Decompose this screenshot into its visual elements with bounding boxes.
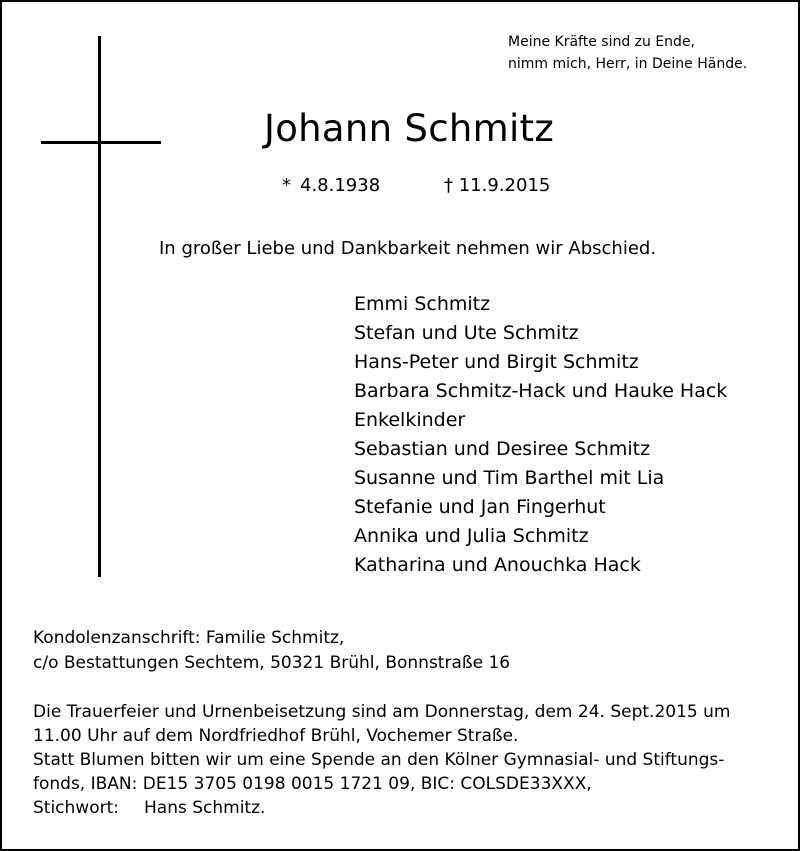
mourner-item: Sebastian und Desiree Schmitz	[354, 438, 651, 460]
cross-icon-horizontal-bar	[41, 141, 161, 144]
birth-star-icon: *	[282, 175, 291, 196]
mourner-item: Hans-Peter und Birgit Schmitz	[354, 351, 639, 373]
service-line-4: fonds, IBAN: DE15 3705 0198 0015 1721 09, BIC: COLSDE33XXX,	[33, 774, 592, 794]
death-date: 11.9.2015	[458, 175, 551, 196]
mourner-item: Enkelkinder	[354, 409, 466, 431]
keyword-label: Stichwort:	[33, 798, 119, 818]
service-line-3: Statt Blumen bitten wir um eine Spende an den Kölner Gymnasial- und Stiftungs-	[33, 750, 725, 770]
mourner-item: Susanne und Tim Barthel mit Lia	[354, 467, 665, 489]
death-dagger-icon: †	[444, 175, 453, 196]
verse-line-1: Meine Kräfte sind zu Ende,	[508, 34, 696, 50]
verse-quote	[508, 31, 788, 75]
service-line-1: Die Trauerfeier und Urnenbeisetzung sind am Donnerstag, dem 24. Sept.2015 um	[33, 702, 731, 722]
mourner-item: Stefan und Ute Schmitz	[354, 322, 579, 344]
address-line-2: c/o Bestattungen Sechtem, 50321 Brühl, Bonnstraße 16	[33, 653, 511, 673]
mourners-list	[354, 290, 727, 580]
verse-line-2: nimm mich, Herr, in Deine Hände.	[508, 56, 748, 72]
keyword-value: Hans Schmitz.	[144, 798, 266, 818]
farewell-intro: In großer Liebe und Dankbarkeit nehmen wir Abschied.	[159, 238, 657, 259]
mourner-item: Emmi Schmitz	[354, 293, 491, 315]
mourner-item: Stefanie und Jan Fingerhut	[354, 496, 606, 518]
cross-icon-vertical-bar	[98, 36, 101, 577]
mourner-item: Annika und Julia Schmitz	[354, 525, 589, 547]
service-information	[33, 700, 730, 820]
address-line-1: Kondolenzanschrift: Familie Schmitz,	[33, 628, 345, 648]
service-line-2: 11.00 Uhr auf dem Nordfriedhof Brühl, Vochemer Straße.	[33, 726, 519, 746]
death-date-block	[444, 175, 550, 196]
mourner-item: Barbara Schmitz-Hack und Hauke Hack	[354, 380, 728, 402]
birth-date: 4.8.1938	[300, 175, 381, 196]
birth-date-block	[282, 175, 380, 196]
deceased-name: Johann Schmitz	[264, 107, 555, 150]
condolence-address	[33, 626, 510, 676]
mourner-item: Katharina und Anouchka Hack	[354, 554, 641, 576]
keyword-line	[33, 796, 730, 820]
